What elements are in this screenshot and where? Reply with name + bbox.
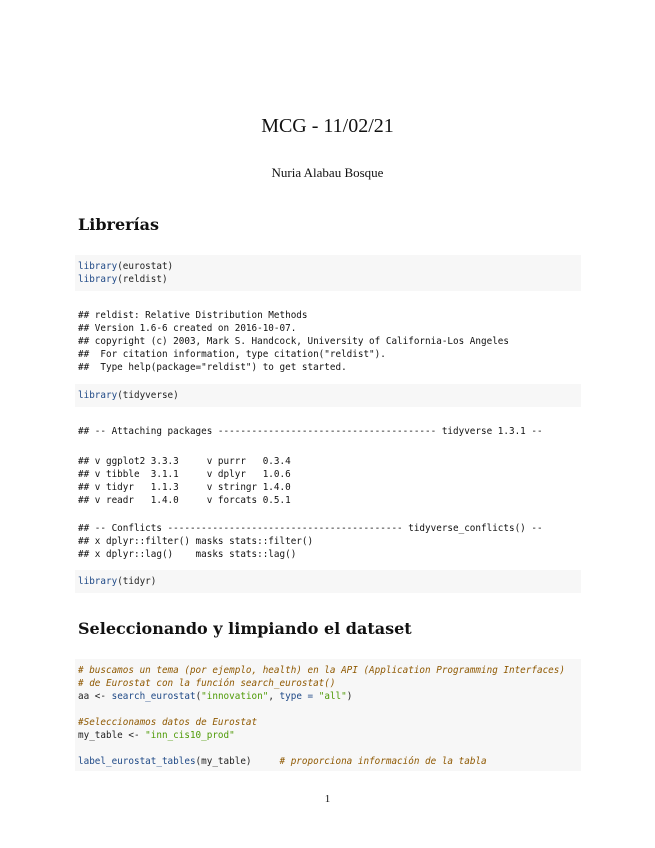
code-comment: # buscamos un tema (por ejemplo, health) en la API (Application Programming Interfaces) [78, 665, 565, 676]
output-line: ## copyright (c) 2003, Mark S. Handcock, University of California-Los Angeles [78, 336, 509, 347]
output-line: ## v ggplot2 3.3.3 v purrr 0.3.4 [78, 456, 291, 467]
output-line: ## -- Attaching packages --------------------------------------- tidyverse 1.3.1 -- [78, 426, 543, 437]
code-function: library [78, 261, 118, 272]
output-line: ## v tibble 3.1.1 v dplyr 1.0.6 [78, 469, 291, 480]
code-text: (tidyverse) [117, 390, 179, 401]
output-line: ## Type help(package="reldist") to get started. [78, 362, 347, 373]
output-line: ## -- Conflicts ------------------------------------------ tidyverse_conflicts() -- [78, 523, 543, 534]
code-chunk-eurostat [75, 659, 581, 771]
page-number: 1 [324, 793, 331, 805]
output-line: ## reldist: Relative Distribution Methods [78, 310, 308, 321]
code-function: library [78, 274, 118, 285]
code-function: library [78, 576, 118, 587]
code-argument: type = [279, 691, 314, 702]
code-text: (my_table) [195, 756, 280, 767]
output-reldist [78, 309, 509, 374]
code-function: search_eurostat [111, 691, 196, 702]
code-function: library [78, 390, 118, 401]
code-text: (tidyr) [117, 576, 157, 587]
code-text: ( [195, 691, 202, 702]
code-comment: #Seleccionamos datos de Eurostat [78, 717, 258, 728]
code-text: aa <- [78, 691, 112, 702]
code-chunk-libraries [75, 255, 581, 291]
code-comment: # proporciona información de la tabla [279, 756, 487, 767]
code-text: (reldist) [117, 274, 168, 285]
code-text: my_table <- [78, 730, 146, 741]
output-line: ## x dplyr::lag() masks stats::lag() [78, 549, 297, 560]
output-attaching [78, 425, 543, 438]
code-function: label_eurostat_tables [78, 756, 196, 767]
document-author: Nuria Alabau Bosque [271, 165, 384, 180]
code-text: , [268, 691, 280, 702]
output-line: ## Version 1.6-6 created on 2016-10-07. [78, 323, 297, 334]
output-line: ## For citation information, type citation("reldist"). [78, 349, 386, 360]
output-conflicts [78, 522, 543, 561]
document-title: MCG - 11/02/21 [261, 115, 394, 137]
code-chunk-tidyr [75, 570, 581, 593]
output-line: ## v readr 1.4.0 v forcats 0.5.1 [78, 495, 291, 506]
code-comment: # de Eurostat con la función search_eurostat() [78, 678, 336, 689]
code-chunk-tidyverse [75, 384, 581, 407]
code-string: "innovation" [201, 691, 269, 702]
code-string: "inn_cis10_prod" [145, 730, 235, 741]
section-heading-dataset: Seleccionando y limpiando el dataset [78, 619, 412, 638]
section-heading-librerias: Librerías [78, 215, 160, 234]
code-text: ) [346, 691, 353, 702]
output-packages [78, 455, 291, 507]
code-string: "all" [318, 691, 347, 702]
code-text: (eurostat) [117, 261, 174, 272]
output-line: ## v tidyr 1.1.3 v stringr 1.4.0 [78, 482, 291, 493]
output-line: ## x dplyr::filter() masks stats::filter() [78, 536, 314, 547]
